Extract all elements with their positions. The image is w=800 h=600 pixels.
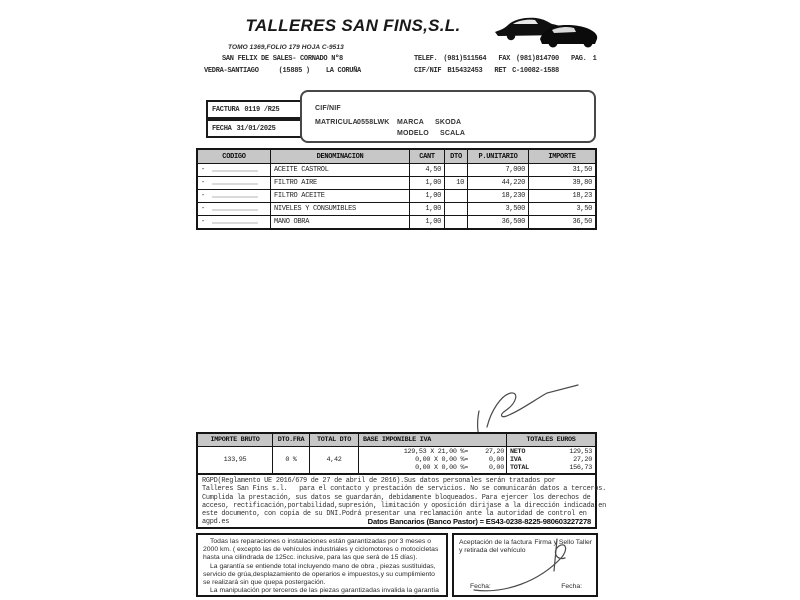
cell-dto <box>445 164 468 176</box>
total-line <box>507 456 595 464</box>
company-cif-label: CIF/NIF <box>414 67 442 75</box>
totals-table <box>196 432 597 475</box>
telef-value: (981)511564 <box>443 55 487 63</box>
col-header-totales-euros: TOTALES EUROS <box>526 436 576 444</box>
col-header-total-dto: TOTAL DTO <box>310 434 359 446</box>
rgpd-text-line: RGPD(Reglamento UE 2016/679 de 27 de abril de 2016).Sus datos personales serán tratados por <box>202 477 556 485</box>
col-header-dto: DTO <box>445 150 468 163</box>
warranty-text-line: servicio de grúa,desplazamiento de operarios e impuestos,y su cumplimiento <box>203 570 435 578</box>
rgpd-text-line: este documento, con copia de su DNI.Podrá presentar una reclamación ante la autoridad de control en <box>202 510 587 519</box>
firma-sello-label: Firma y Sello Taller <box>534 539 592 546</box>
ret-label: RET <box>494 67 507 75</box>
cell-codigo: - <box>198 164 271 176</box>
contact-line1 <box>414 55 596 63</box>
cell-cant: 1,00 <box>410 203 445 215</box>
warranty-text-line: 2000 km. ( excepto las de vehículos industriales y ciclomotores o motocicletas <box>203 546 439 554</box>
cell-punitario: 7,000 <box>468 164 529 176</box>
acceptance-title-line1: Aceptación de la factura <box>459 539 532 546</box>
iva-line <box>359 456 506 464</box>
address-province: LA CORUÑA <box>325 67 361 75</box>
cell-importe: 39,80 <box>572 179 592 187</box>
iva-breakdown <box>359 447 507 473</box>
warranty-text-line: hasta una cilindrada de 125cc. inclusive, para las que será de 15 días). <box>203 554 418 562</box>
iva-line <box>359 464 506 472</box>
fecha-label: FECHA <box>212 124 232 133</box>
col-header-importe-bruto: IMPORTE BRUTO <box>198 434 273 446</box>
agpd-text: agpd.es <box>202 518 230 527</box>
address-postal: (15885 ) <box>278 67 310 75</box>
importe-bruto-value: 133,95 <box>198 447 273 473</box>
items-table <box>196 148 597 230</box>
cell-punitario: 44,220 <box>468 177 529 189</box>
iva-amount: 0,00 <box>488 456 504 464</box>
modelo-value: SCALA <box>440 130 466 137</box>
company-cif-value: B15432453 <box>447 67 483 75</box>
cell-denominacion: FILTRO ACEITE <box>271 190 410 202</box>
matricula-value: 0558LWK <box>357 119 390 126</box>
cell-denominacion: MANO OBRA <box>271 216 410 228</box>
iva-expression: 0,00 X 0,00 %= <box>415 464 468 472</box>
cell-dto <box>445 203 468 215</box>
cell-punitario: 36,500 <box>468 216 529 228</box>
items-table-header <box>198 150 595 164</box>
dto-fra-value: 0 % <box>273 447 310 473</box>
fecha-value: 31/01/2025 <box>236 124 276 133</box>
bank-details: Datos Bancarios (Banco Pastor) = ES43-0238-8225-980603227278 <box>367 517 591 527</box>
table-row <box>198 203 595 216</box>
rgpd-last-line <box>202 518 591 526</box>
totals-table-body <box>198 447 595 473</box>
cell-denominacion: FILTRO AIRE <box>271 177 410 189</box>
fecha-label-right: Fecha: <box>561 583 582 590</box>
fecha-label-left: Fecha: <box>470 583 491 590</box>
col-header-denominacion: DENOMINACION <box>271 150 410 163</box>
neto-value: 129,53 <box>569 448 592 456</box>
col-header-codigo: CODIGO <box>198 150 271 163</box>
total-dto-value: 4,42 <box>310 447 359 473</box>
marca-label: MARCA <box>397 119 425 126</box>
cell-denominacion: ACEITE CASTROL <box>271 164 410 176</box>
ret-value: C-10082-1588 <box>512 67 559 75</box>
factura-label: FACTURA <box>212 105 240 114</box>
iva-expression: 129,53 X 21,00 %= <box>403 448 468 456</box>
warranty-text-line: La manipulación por terceros de las piezas garantizadas invalida la garantía <box>210 587 439 595</box>
page-number: 1 <box>592 55 597 63</box>
factura-number-box <box>206 100 302 119</box>
cell-importe: 18,23 <box>572 192 592 200</box>
total-line <box>507 448 595 456</box>
address-line2 <box>204 67 361 75</box>
col-header-punitario: P.UNITARIO <box>468 150 529 163</box>
table-row <box>198 216 595 228</box>
modelo-label: MODELO <box>397 130 429 137</box>
iva-value: 27,20 <box>573 456 592 464</box>
warranty-terms-box <box>196 533 448 597</box>
table-row <box>198 177 595 190</box>
acceptance-signature-box <box>452 533 598 597</box>
warranty-text-line: La garantía se entiende total incluyendo mano de obra , piezas sustituidas, <box>210 562 436 570</box>
warranty-text-line: se realizará sin que quepa postergación. <box>203 579 326 587</box>
cell-cant: 4,50 <box>410 164 445 176</box>
neto-label: NETO <box>510 448 526 456</box>
vehicle-info-box <box>300 90 596 143</box>
warranty-text-line: Todas las reparaciones o instalaciones están garantizadas por 3 meses o <box>210 538 432 545</box>
rgpd-text-line: Cumplida la prestación, sus datos se guardarán, debidamente bloqueados. Para ejercer los derechos de <box>202 493 591 502</box>
cell-importe: 3,50 <box>576 205 592 213</box>
col-header-dto-fra: DTO.FRA <box>273 434 310 446</box>
handwritten-signature <box>454 535 596 595</box>
iva-expression: 0,00 X 0,00 %= <box>415 456 468 464</box>
company-name: TALLERES SAN FINS,S.L. <box>245 16 461 35</box>
telef-label: TELEF. <box>414 55 438 63</box>
total-label: TOTAL <box>510 464 529 472</box>
cell-denominacion: NIVELES Y CONSUMIBLES <box>271 203 410 215</box>
acceptance-title-line2: y retirada del vehículo <box>459 547 526 554</box>
iva-amount: 0,00 <box>488 464 504 472</box>
cell-punitario: 3,500 <box>468 203 529 215</box>
fax-value: (981)814700 <box>516 55 559 63</box>
cell-cant: 1,00 <box>410 190 445 202</box>
table-row <box>198 164 595 177</box>
contact-line2 <box>414 67 559 75</box>
iva-amount: 27,20 <box>485 448 504 456</box>
page-label: PAG. <box>570 55 587 63</box>
iva-label: IVA <box>510 456 522 464</box>
cell-cant: 1,00 <box>410 177 445 189</box>
registry-line: TOMO 1369,FOLIO 179 HOJA C-9513 <box>228 44 344 51</box>
rgpd-legal-box <box>196 473 607 529</box>
factura-date-box <box>206 119 302 138</box>
cell-dto <box>445 190 468 202</box>
cell-codigo: - <box>198 216 271 228</box>
cell-importe: 31,50 <box>572 166 592 174</box>
matricula-label: MATRICULA <box>315 119 358 126</box>
total-line <box>507 464 595 472</box>
cell-punitario: 18,230 <box>468 190 529 202</box>
total-value: 156,73 <box>569 464 592 472</box>
two-cars-logo-icon <box>492 8 604 50</box>
address-line1: SAN FELIX DE SALES- CORNADO Nº8 <box>222 55 343 63</box>
cell-cant: 1,00 <box>410 216 445 228</box>
totals-summary <box>507 447 595 473</box>
cell-dto: 10 <box>445 177 468 189</box>
cell-codigo: - <box>198 190 271 202</box>
factura-number: 0119 /R25 <box>244 105 280 114</box>
rgpd-text-line: Talleres San Fins s.l. para el contacto y prestación de servicios. No se comunicarán datos a terceros. <box>202 485 607 494</box>
table-row <box>198 190 595 203</box>
col-header-base-imponible: BASE IMPONIBLE IVA <box>359 434 507 446</box>
marca-value: SKODA <box>435 119 462 126</box>
col-header-cant: CANT <box>410 150 445 163</box>
col-header-importe: IMPORTE <box>548 152 576 161</box>
fax-label: FAX <box>498 55 511 63</box>
address-city: VEDRA-SANTIAGO <box>204 67 259 75</box>
totals-table-header <box>198 434 595 447</box>
iva-line <box>359 448 506 456</box>
rgpd-text-line: acceso, rectificación,portabilidad,supresión, limitación y oposición dirijase a la dirección indicada en <box>202 501 607 510</box>
cell-dto <box>445 216 468 228</box>
cell-importe: 36,50 <box>572 218 592 226</box>
client-cif-label: CIF/NIF <box>315 105 341 112</box>
cell-codigo: - <box>198 203 271 215</box>
cell-codigo: - <box>198 177 271 189</box>
